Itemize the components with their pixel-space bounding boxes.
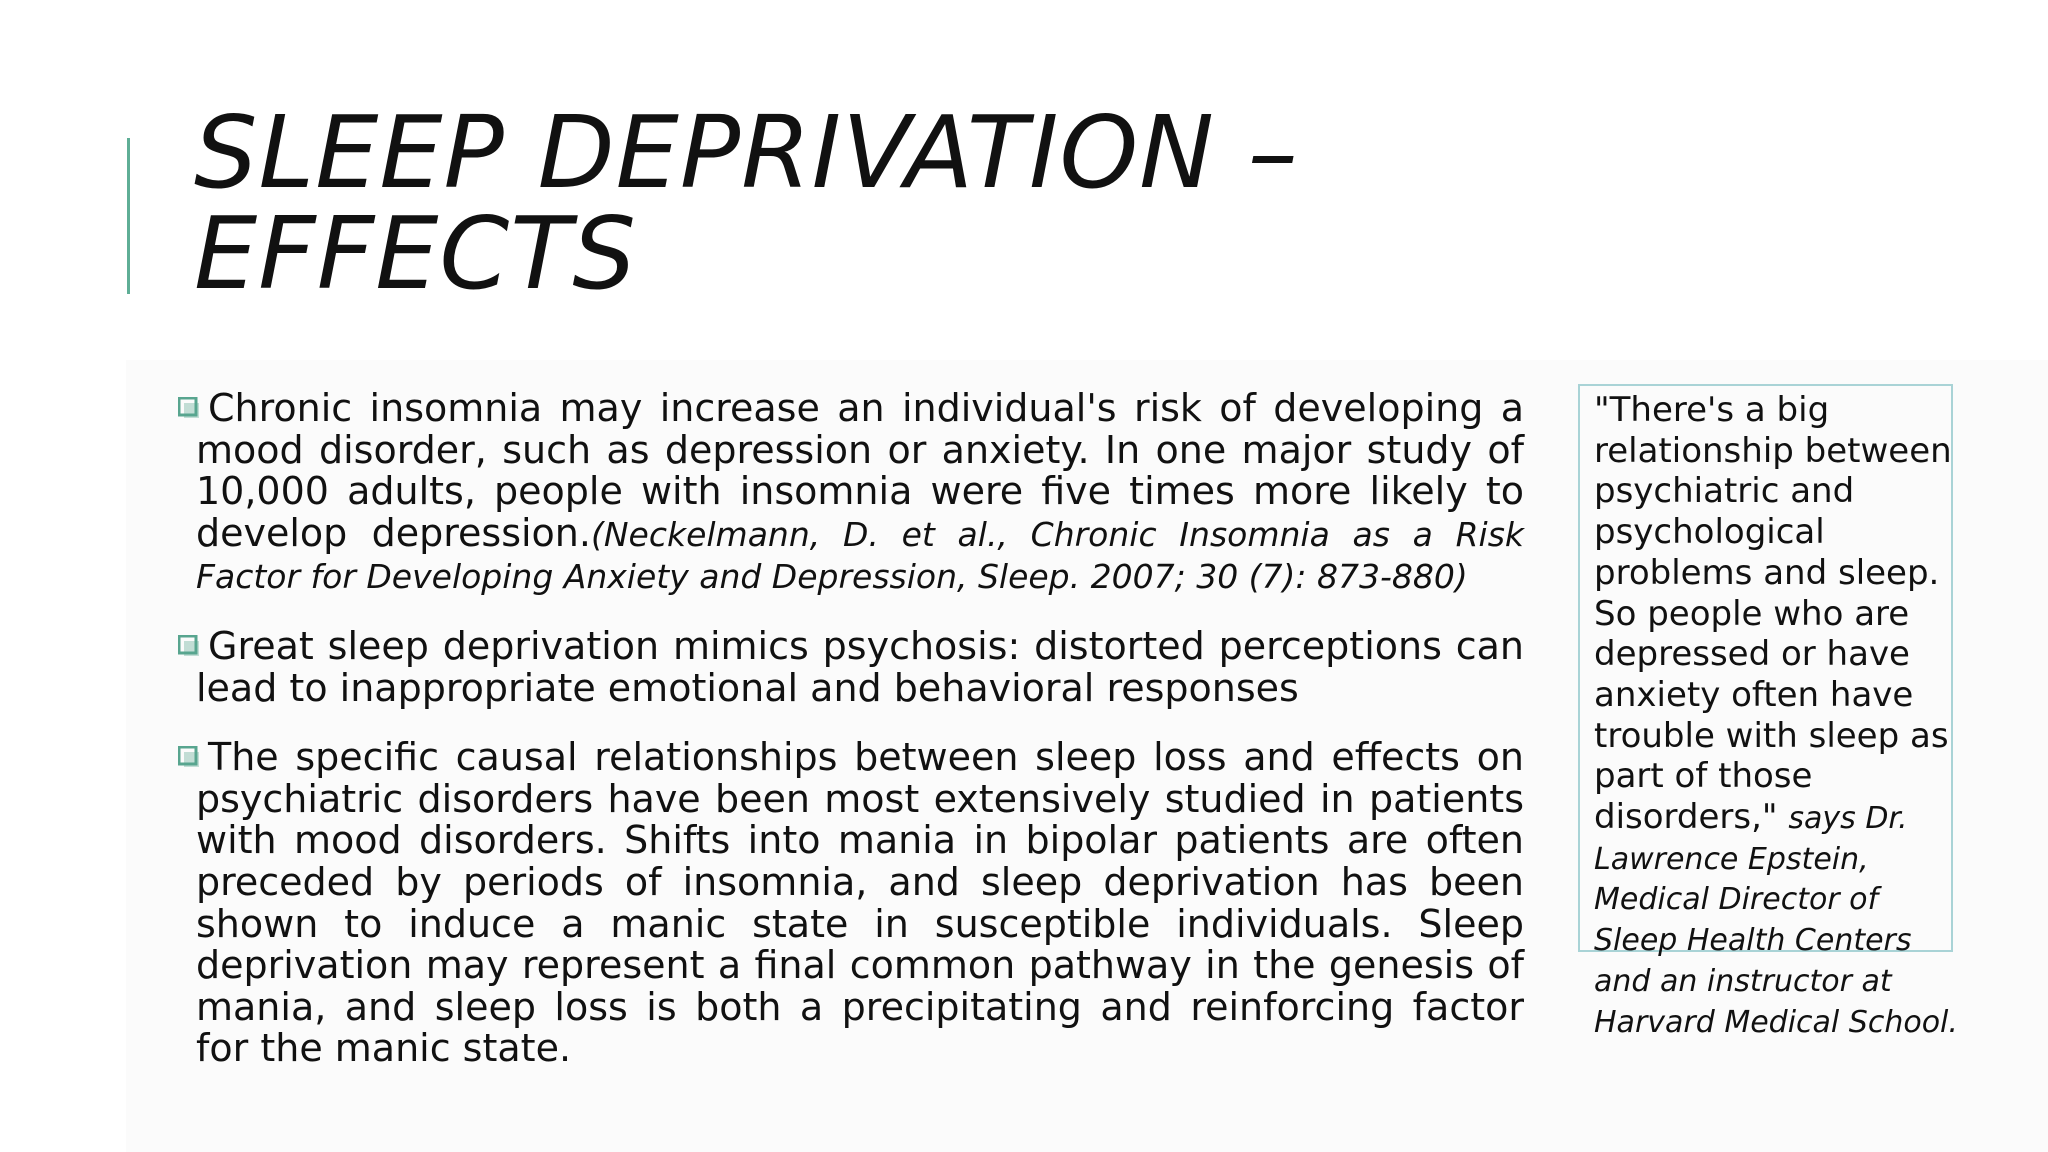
bullet-text: Great sleep deprivation mimics psychosis: distorted perceptions can lead to inappropriate emotional and behavioral responses (196, 623, 1524, 710)
bullet-list (184, 388, 1524, 1070)
bullet-item (184, 737, 1524, 1070)
quote-text (1594, 390, 1959, 1041)
quote-body: "There's a big relationship between psychiatric and psychological problems and sleep. So people who are depressed or have anxiety often have trouble with sleep as part of those disorders," (1594, 390, 1952, 838)
title-line-1: SLEEP DEPRIVATION – (194, 94, 1299, 211)
title-accent-line (127, 138, 130, 294)
bullet-item (184, 388, 1524, 598)
bullet-text: Chronic insomnia may increase an individual's risk of developing a mood disorder, such as depression or anxiety. In one major study of 10,000 adults, people with insomnia were five times more likely to develop depression. (196, 386, 1524, 555)
bullet-text: The specific causal relationships between sleep loss and effects on psychiatric disorders have been most extensively studied in patients with mood disorders. Shifts into mania in bipolar patients are often preceded by periods of insomnia, and sleep deprivation has been shown to induce a manic state in susceptible individuals. Sleep deprivation may represent a final common pathway in the genesis of mania, and sleep loss is both a precipitating and reinforcing factor for the manic state. (196, 735, 1524, 1071)
bullet-citation: (Neckelmann, D. et al., Chronic Insomnia as a Risk Factor for Developing Anxiety and Depression, Sleep. 2007; 30 (7): 873-880) (196, 514, 1524, 597)
quote-attribution: says Dr. Lawrence Epstein, Medical Director of Sleep Health Centers and an instructor at Harvard Medical School. (1594, 801, 1958, 1040)
checkbox-bullet-icon (178, 635, 200, 657)
checkbox-bullet-icon (178, 397, 200, 419)
checkbox-bullet-icon (178, 746, 200, 768)
title-line-2: EFFECTS (194, 195, 637, 312)
bullet-item (184, 623, 1524, 710)
slide-title (194, 94, 1494, 312)
